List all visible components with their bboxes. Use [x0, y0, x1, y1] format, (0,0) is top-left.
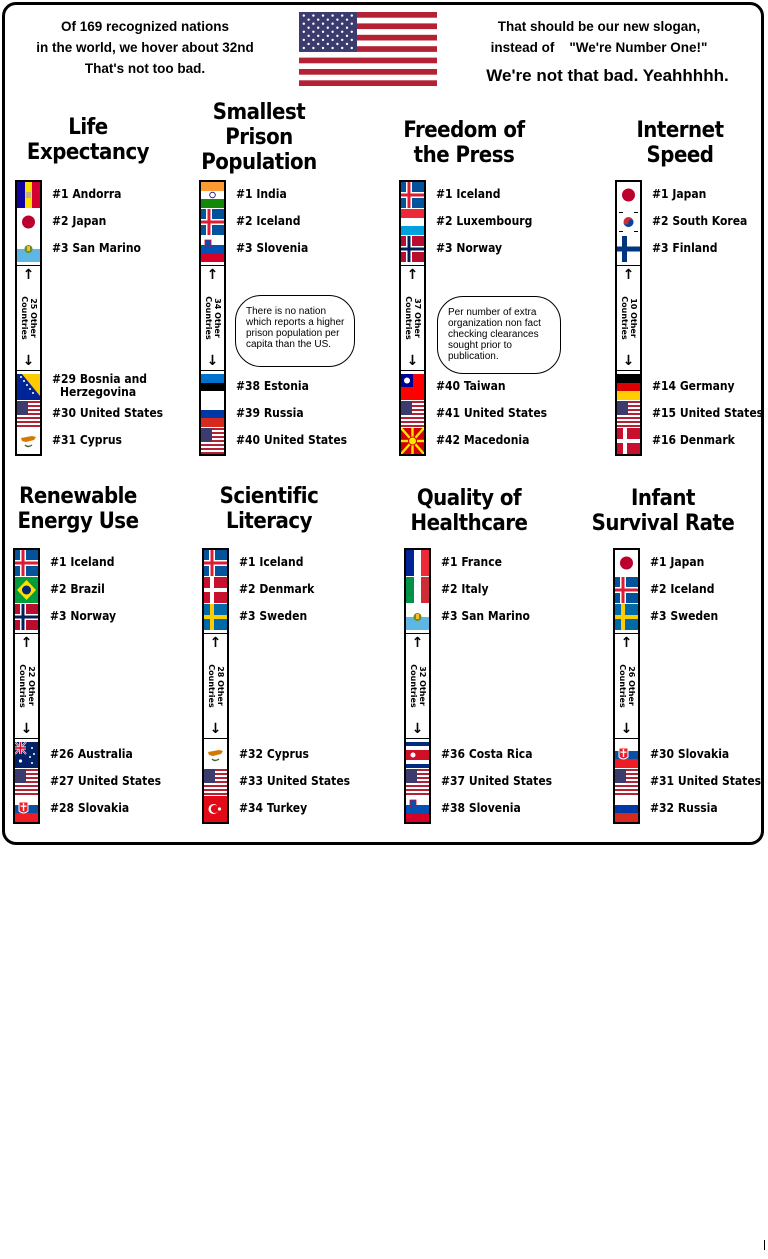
panel-title-line: Scientific: [219, 484, 319, 509]
rank-entry: [650, 802, 718, 815]
flag-column: [199, 180, 226, 456]
usa-flag-icon: [17, 401, 40, 427]
rank-entry: [52, 407, 163, 420]
rank-label: #26 Australia: [50, 747, 133, 761]
rank-label: #40 United States: [236, 433, 348, 447]
other-countries-line: Countries: [617, 664, 627, 708]
rank-label: #27 United States: [50, 774, 162, 788]
panel-title-line: Smallest: [212, 100, 306, 125]
panel-title-line: Energy Use: [17, 509, 139, 534]
skipped-countries-indicator: [615, 633, 638, 739]
rank-entry: [239, 748, 309, 761]
rank-entry: [441, 610, 530, 623]
other-countries-label: [18, 664, 36, 707]
rank-entry: [236, 215, 300, 228]
france-flag-icon: [406, 550, 429, 576]
rank-label: #1 Iceland: [436, 187, 501, 201]
other-countries-label: [404, 296, 422, 339]
skipped-countries-indicator: [617, 265, 640, 371]
rank-label: #16 Denmark: [652, 433, 735, 447]
panel-title: [384, 486, 554, 536]
panel-title-line: Healthcare: [410, 511, 528, 536]
rank-entry: [236, 434, 347, 447]
other-countries-line: Countries: [403, 296, 413, 340]
edge-mark: [764, 1240, 765, 1250]
denmark-flag-icon: [204, 577, 227, 603]
arrow-down-icon: ↓: [411, 721, 424, 737]
rank-entry: [441, 775, 552, 788]
rank-label: #29 Bosnia and: [52, 372, 148, 386]
arrow-up-icon: ↑: [209, 635, 222, 651]
cyprus-flag-icon: [17, 428, 40, 454]
rank-entry: [50, 556, 114, 569]
rank-entry: [652, 215, 747, 228]
panel-title-line: Quality of: [416, 486, 522, 511]
rank-entry: [441, 802, 521, 815]
flag-column: [615, 180, 642, 456]
rank-entry: [650, 748, 729, 761]
slovakia-flag-icon: [615, 742, 638, 768]
slogan-line: instead of "We're Number One!": [490, 40, 708, 55]
other-countries-label: [620, 296, 638, 339]
other-countries-line: Countries: [619, 296, 629, 340]
panel-title-line: Expectancy: [26, 140, 150, 165]
arrow-down-icon: ↓: [206, 353, 219, 369]
rank-label-continued: Herzegovina: [60, 385, 137, 399]
usa-flag-icon: [406, 769, 429, 795]
rank-label: #34 Turkey: [239, 801, 308, 815]
other-countries-line: 34 Other: [212, 298, 222, 338]
skipped-countries-indicator: [401, 265, 424, 371]
taiwan-flag-icon: [401, 374, 424, 400]
iceland-flag-icon: [15, 550, 38, 576]
rank-entry: [239, 802, 307, 815]
germany-flag-icon: [617, 374, 640, 400]
rank-entry: [239, 556, 303, 569]
rank-label: #36 Costa Rica: [441, 747, 533, 761]
rank-label: #2 Iceland: [236, 214, 301, 228]
panel-title: [578, 486, 748, 536]
japan-flag-icon: [17, 209, 40, 235]
rank-entry: [50, 775, 161, 788]
other-countries-label: [204, 296, 222, 339]
panel-title-line: Population: [201, 150, 317, 175]
rank-entry: [52, 434, 122, 447]
finland-flag-icon: [617, 236, 640, 262]
norway-flag-icon: [15, 604, 38, 630]
rank-label: #1 Andorra: [52, 187, 122, 201]
slovenia-flag-icon: [406, 796, 429, 822]
usa-flag-icon: [201, 428, 224, 454]
panel-title-line: Internet: [636, 118, 724, 143]
panel-title: [184, 484, 354, 534]
russia-flag-icon: [615, 796, 638, 822]
macedonia-flag-icon: [401, 428, 424, 454]
flag-column: [13, 548, 40, 824]
flag-column: [202, 548, 229, 824]
other-countries-label: [618, 664, 636, 707]
rank-label: #2 Japan: [52, 214, 107, 228]
note-bubble: Per number of extra organization non fact checking clearances sought prior to publication.: [437, 296, 561, 374]
arrow-up-icon: ↑: [411, 635, 424, 651]
intro-line: Of 169 recognized nations: [60, 19, 230, 34]
iceland-flag-icon: [615, 577, 638, 603]
panel-title-line: Freedom of: [403, 118, 525, 143]
iceland-flag-icon: [204, 550, 227, 576]
sweden-flag-icon: [204, 604, 227, 630]
usa-flag-icon: [204, 769, 227, 795]
rank-label: #30 Slovakia: [650, 747, 730, 761]
rank-entry: [236, 380, 309, 393]
usa-flag-icon: [401, 401, 424, 427]
rank-entry: [650, 556, 704, 569]
rank-entry: [650, 583, 714, 596]
other-countries-label: [207, 664, 225, 707]
rank-entry: [441, 583, 489, 596]
estonia-flag-icon: [201, 374, 224, 400]
panel-title-line: the Press: [413, 143, 515, 168]
cyprus-flag-icon: [204, 742, 227, 768]
arrow-down-icon: ↓: [622, 353, 635, 369]
panel-title-line: Prison: [225, 125, 293, 150]
rank-entry: [50, 583, 105, 596]
arrow-up-icon: ↑: [206, 267, 219, 283]
norway-flag-icon: [401, 236, 424, 262]
arrow-down-icon: ↓: [620, 721, 633, 737]
other-countries-line: 26 Other: [626, 666, 636, 706]
other-countries-label: [409, 664, 427, 707]
rank-label: #2 Iceland: [650, 582, 715, 596]
rank-entry: [236, 407, 304, 420]
other-countries-line: 10 Other: [628, 298, 638, 338]
panel-title: [0, 484, 163, 534]
arrow-down-icon: ↓: [406, 353, 419, 369]
rank-label: #2 Denmark: [239, 582, 315, 596]
panel-title-line: Infant: [631, 486, 695, 511]
intro-line: That's not too bad.: [84, 61, 206, 76]
rank-entry: [52, 215, 106, 228]
slogan-intro: [470, 16, 728, 58]
slovakia-flag-icon: [15, 796, 38, 822]
intro-line: in the world, we hover about 32nd: [36, 40, 254, 55]
slovenia-flag-icon: [201, 236, 224, 262]
other-countries-line: Countries: [19, 296, 29, 340]
rank-entry: [650, 610, 718, 623]
rank-label: #2 Brazil: [50, 582, 105, 596]
other-countries-line: 28 Other: [215, 666, 225, 706]
sanmarino-flag-icon: [17, 236, 40, 262]
rank-label: #40 Taiwan: [436, 379, 506, 393]
korea-flag-icon: [617, 209, 640, 235]
rank-label: #31 United States: [650, 774, 762, 788]
usa-flag-icon: [617, 401, 640, 427]
rank-label: #32 Cyprus: [239, 747, 309, 761]
rank-entry: [652, 380, 735, 393]
japan-flag-icon: [615, 550, 638, 576]
rank-entry: [236, 242, 308, 255]
usa-flag-icon: [15, 769, 38, 795]
rank-label: #2 Luxembourg: [436, 214, 533, 228]
andorra-flag-icon: [17, 182, 40, 208]
panel-title-line: Life: [68, 115, 108, 140]
panel-title-line: Speed: [646, 143, 714, 168]
rank-label: #1 France: [441, 555, 502, 569]
rank-label: #33 United States: [239, 774, 351, 788]
rank-entry: [436, 434, 529, 447]
iceland-flag-icon: [201, 209, 224, 235]
skipped-countries-indicator: [17, 265, 40, 371]
rank-label: #39 Russia: [236, 406, 304, 420]
rank-label: #32 Russia: [650, 801, 718, 815]
panel-title-line: Renewable: [19, 484, 137, 509]
brazil-flag-icon: [15, 577, 38, 603]
italy-flag-icon: [406, 577, 429, 603]
rank-entry: [236, 188, 287, 201]
rank-entry: [436, 215, 532, 228]
rank-label: #2 South Korea: [652, 214, 748, 228]
rank-entry: [652, 434, 735, 447]
rank-entry: [652, 188, 706, 201]
rank-label: #3 Norway: [50, 609, 117, 623]
rank-entry: [52, 188, 121, 201]
arrow-up-icon: ↑: [620, 635, 633, 651]
rank-label: #41 United States: [436, 406, 548, 420]
flag-column: [404, 548, 431, 824]
flag-column: [399, 180, 426, 456]
skipped-countries-indicator: [201, 265, 224, 371]
rank-label: #1 Iceland: [239, 555, 304, 569]
rank-entry: [650, 775, 761, 788]
rank-entry: [50, 748, 133, 761]
bosnia-flag-icon: [17, 374, 40, 400]
rank-entry: [436, 407, 547, 420]
other-countries-line: Countries: [17, 664, 27, 708]
arrow-down-icon: ↓: [209, 721, 222, 737]
rank-entry: [239, 610, 307, 623]
rank-label: #3 Norway: [436, 241, 503, 255]
rank-entry: [52, 373, 147, 399]
rank-label: #1 Japan: [652, 187, 707, 201]
other-countries-line: 37 Other: [412, 298, 422, 338]
rank-entry: [50, 610, 116, 623]
iceland-flag-icon: [401, 182, 424, 208]
other-countries-line: Countries: [206, 664, 216, 708]
arrow-up-icon: ↑: [622, 267, 635, 283]
rank-label: #3 Sweden: [239, 609, 308, 623]
rank-label: #31 Cyprus: [52, 433, 122, 447]
arrow-down-icon: ↓: [20, 721, 33, 737]
note-bubble: There is no nation which reports a higher prison population per capita than the US.: [235, 295, 355, 367]
skipped-countries-indicator: [204, 633, 227, 739]
usa-flag-icon: [615, 769, 638, 795]
other-countries-line: 25 Other: [28, 298, 38, 338]
rank-entry: [652, 242, 717, 255]
denmark-flag-icon: [617, 428, 640, 454]
intro-text: [25, 16, 265, 79]
arrow-up-icon: ↑: [406, 267, 419, 283]
rank-label: #2 Italy: [441, 582, 489, 596]
australia-flag-icon: [15, 742, 38, 768]
rank-entry: [436, 188, 500, 201]
costarica-flag-icon: [406, 742, 429, 768]
rank-entry: [239, 775, 350, 788]
panel-title: [379, 118, 549, 168]
rank-label: #3 Sweden: [650, 609, 719, 623]
luxembourg-flag-icon: [401, 209, 424, 235]
rank-label: #1 Iceland: [50, 555, 115, 569]
rank-label: #1 India: [236, 187, 287, 201]
rank-entry: [50, 802, 129, 815]
us-flag-large: [299, 12, 437, 86]
rank-entry: [52, 242, 141, 255]
rank-label: #28 Slovakia: [50, 801, 130, 815]
rank-label: #3 Slovenia: [236, 241, 309, 255]
arrow-down-icon: ↓: [22, 353, 35, 369]
rank-entry: [436, 380, 506, 393]
india-flag-icon: [201, 182, 224, 208]
rank-label: #38 Slovenia: [441, 801, 521, 815]
rank-entry: [441, 748, 533, 761]
arrow-up-icon: ↑: [22, 267, 35, 283]
rank-label: #3 San Marino: [52, 241, 141, 255]
rank-label: #38 Estonia: [236, 379, 309, 393]
other-countries-line: 32 Other: [417, 666, 427, 706]
other-countries-label: [20, 296, 38, 339]
rank-label: #30 United States: [52, 406, 164, 420]
panel-title: [3, 115, 173, 165]
slogan-line: That should be our new slogan,: [497, 19, 701, 34]
sweden-flag-icon: [615, 604, 638, 630]
rank-label: #15 United States: [652, 406, 764, 420]
panel-title-line: Literacy: [225, 509, 313, 534]
rank-entry: [436, 242, 502, 255]
panel-title: [174, 100, 344, 175]
rank-entry: [239, 583, 314, 596]
japan-flag-icon: [617, 182, 640, 208]
flag-column: [613, 548, 640, 824]
rank-entry: [441, 556, 502, 569]
panel-title: [595, 118, 765, 168]
other-countries-line: Countries: [203, 296, 213, 340]
rank-label: #3 Finland: [652, 241, 718, 255]
rank-label: #37 United States: [441, 774, 553, 788]
rank-label: #42 Macedonia: [436, 433, 530, 447]
rank-label: #14 Germany: [652, 379, 735, 393]
flag-column: [15, 180, 42, 456]
other-countries-line: Countries: [408, 664, 418, 708]
turkey-flag-icon: [204, 796, 227, 822]
russia-flag-icon: [201, 401, 224, 427]
other-countries-line: 22 Other: [26, 666, 36, 706]
slogan: We're not that bad. Yeahhhhh.: [486, 66, 729, 85]
sanmarino-flag-icon: [406, 604, 429, 630]
skipped-countries-indicator: [15, 633, 38, 739]
rank-label: #1 Japan: [650, 555, 705, 569]
panel-title-line: Survival Rate: [591, 511, 735, 536]
rank-label: #3 San Marino: [441, 609, 530, 623]
rank-entry: [652, 407, 763, 420]
arrow-up-icon: ↑: [20, 635, 33, 651]
skipped-countries-indicator: [406, 633, 429, 739]
